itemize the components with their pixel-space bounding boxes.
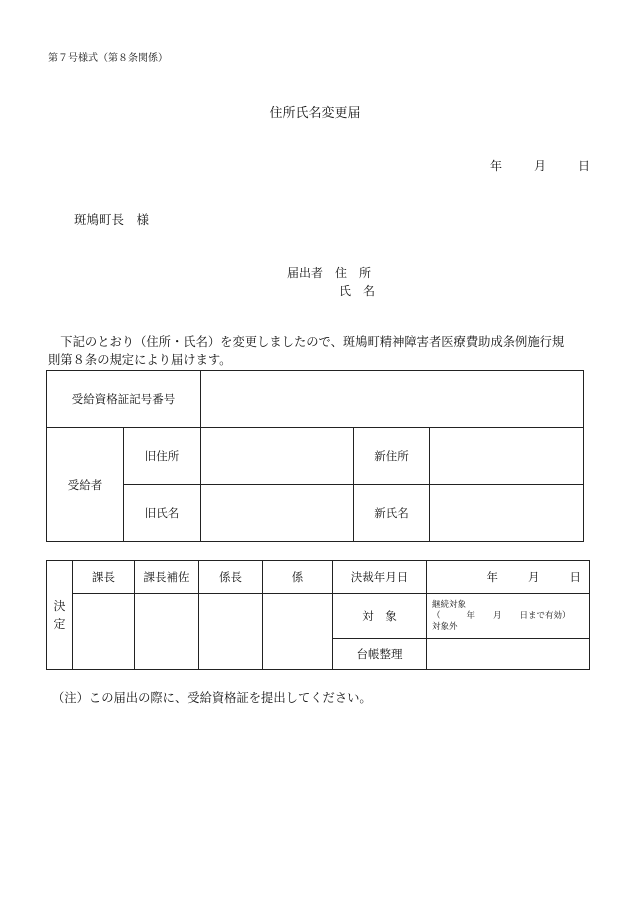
new-address-field[interactable] [430,428,584,485]
target-label: 対 象 [333,594,427,639]
applicant-block [287,264,375,300]
year-label: 年 [490,159,503,173]
decision-year-label: 年 [486,570,498,584]
change-table [46,370,584,542]
target-exclude: 対象外 [432,621,458,632]
target-period: （ 年 月 日まで有効） [432,610,571,621]
statement [48,333,588,369]
decision-date-field[interactable] [427,561,590,594]
stamp-unit-chief[interactable] [199,594,263,670]
decision-day-label: 日 [569,570,581,584]
beneficiary-label: 受給者 [47,428,124,542]
old-address-label: 旧住所 [124,428,201,485]
header-staff: 係 [263,561,333,594]
page-title: 住所氏名変更届 [269,106,361,121]
new-address-label: 新住所 [354,428,430,485]
decision-label-2: 定 [53,617,66,631]
decision-table [46,560,590,670]
header-section-chief: 課長 [73,561,135,594]
addressee: 斑鳩町長 様 [74,212,150,227]
target-options[interactable] [427,594,590,639]
old-address-field[interactable] [201,428,354,485]
new-name-label: 新氏名 [354,485,430,542]
new-name-field[interactable] [430,485,584,542]
old-name-label: 旧氏名 [124,485,201,542]
submission-date [490,157,590,174]
ledger-field[interactable] [427,639,590,670]
ledger-label: 台帳整理 [333,639,427,670]
cert-number-field[interactable] [201,371,584,428]
note: （注）この届出の際に、受給資格証を提出してください。 [52,691,372,705]
month-label: 月 [534,159,547,173]
day-label: 日 [578,159,591,173]
applicant-address-label: 住 所 [335,266,372,280]
applicant-label: 届出者 [287,266,324,280]
decision-label [47,561,73,670]
stamp-section-chief[interactable] [73,594,135,670]
statement-line-2: 則第８条の規定により届けます。 [48,353,232,367]
decision-date-label: 決裁年月日 [333,561,427,594]
statement-line-1: 下記のとおり（住所・氏名）を変更しましたので、斑鳩町精神障害者医療費助成条例施行規 [60,335,565,349]
cert-number-label: 受給資格証記号番号 [47,371,201,428]
stamp-staff[interactable] [263,594,333,670]
target-continue: 継続対象 [432,599,467,610]
stamp-deputy-chief[interactable] [135,594,199,670]
header-deputy-chief: 課長補佐 [135,561,199,594]
decision-month-label: 月 [528,570,540,584]
form-number: 第７号様式（第８条関係） [48,53,168,64]
old-name-field[interactable] [201,485,354,542]
header-unit-chief: 係長 [199,561,263,594]
decision-label-1: 決 [53,599,66,613]
applicant-name-label: 氏 名 [339,284,376,298]
